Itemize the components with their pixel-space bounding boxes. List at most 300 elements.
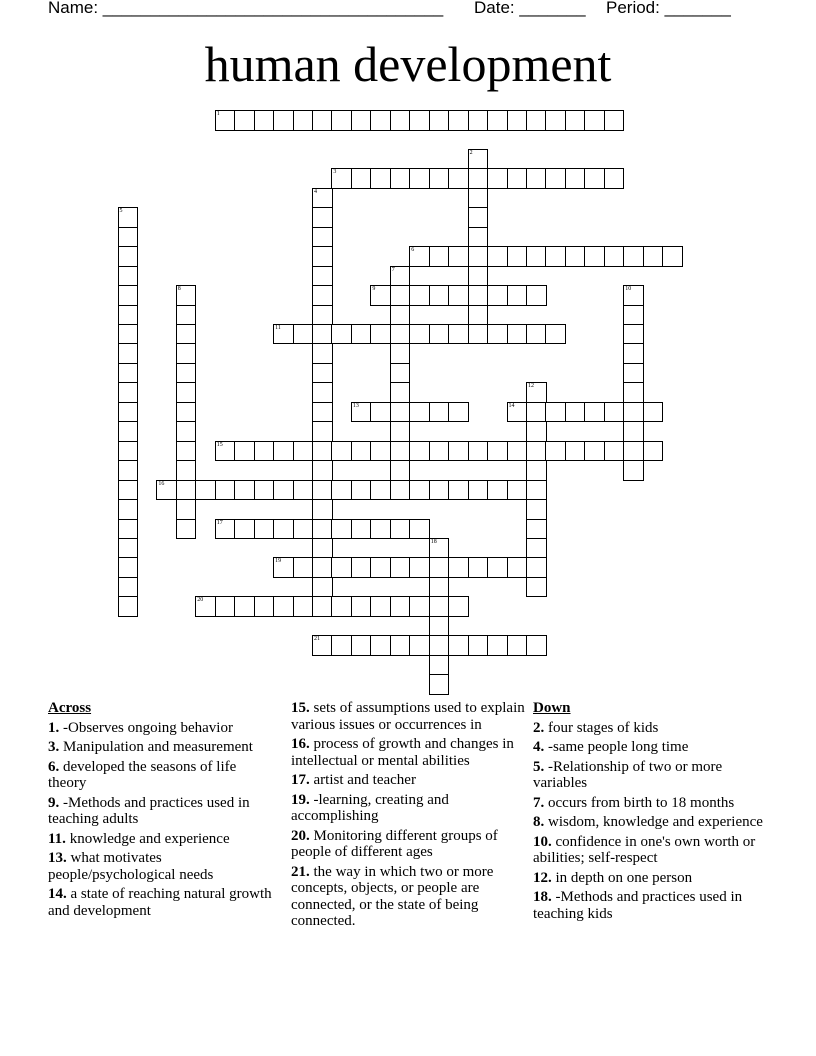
crossword-cell[interactable] <box>293 557 314 578</box>
crossword-cell[interactable] <box>468 168 489 189</box>
crossword-cell[interactable] <box>370 596 391 617</box>
crossword-cell[interactable] <box>312 285 333 306</box>
crossword-cell[interactable] <box>584 402 605 423</box>
crossword-cell[interactable] <box>643 441 664 462</box>
crossword-cell[interactable] <box>468 188 489 209</box>
crossword-cell[interactable] <box>604 168 625 189</box>
crossword-cell[interactable] <box>487 480 508 501</box>
crossword-cell[interactable] <box>545 441 566 462</box>
crossword-cell[interactable] <box>331 596 352 617</box>
crossword-cell[interactable] <box>215 596 236 617</box>
crossword-cell[interactable] <box>254 110 275 131</box>
crossword-cell[interactable] <box>507 441 528 462</box>
crossword-cell[interactable] <box>390 519 411 540</box>
clue-number: 17 <box>216 519 223 526</box>
crossword-cell[interactable] <box>468 285 489 306</box>
clue-number: 20 <box>197 597 204 604</box>
crossword-cell[interactable] <box>409 441 430 462</box>
crossword-cell[interactable] <box>118 421 139 442</box>
crossword-cell[interactable] <box>623 324 644 345</box>
crossword-cell[interactable] <box>118 557 139 578</box>
crossword-cell[interactable] <box>312 110 333 131</box>
crossword-cell[interactable] <box>176 441 197 462</box>
crossword-cell[interactable] <box>429 285 450 306</box>
crossword-cell[interactable] <box>429 538 450 559</box>
crossword-cell[interactable] <box>273 596 294 617</box>
crossword-cell[interactable] <box>312 324 333 345</box>
crossword-cell[interactable] <box>409 596 430 617</box>
crossword-cell[interactable] <box>273 441 294 462</box>
crossword-cell[interactable] <box>623 460 644 481</box>
clue-number: 16 <box>158 480 165 487</box>
crossword-cell[interactable] <box>429 557 450 578</box>
crossword-cell[interactable] <box>526 110 547 131</box>
crossword-cell[interactable] <box>312 441 333 462</box>
name-field[interactable]: Name: ____________________________________ <box>48 0 444 17</box>
crossword-cell[interactable] <box>429 110 450 131</box>
crossword-cell[interactable] <box>118 402 139 423</box>
crossword-cell[interactable] <box>331 168 352 189</box>
crossword-cell[interactable] <box>312 596 333 617</box>
crossword-cell[interactable] <box>273 324 294 345</box>
crossword-cell[interactable] <box>215 110 236 131</box>
crossword-cell[interactable] <box>468 266 489 287</box>
clue-number: 12 <box>528 383 534 390</box>
crossword-cell[interactable] <box>643 246 664 267</box>
crossword-cell[interactable] <box>545 324 566 345</box>
crossword-cell[interactable] <box>176 480 197 501</box>
crossword-cell[interactable] <box>118 499 139 520</box>
crossword-cell[interactable] <box>487 246 508 267</box>
crossword-cell[interactable] <box>312 557 333 578</box>
crossword-cell[interactable] <box>507 635 528 656</box>
crossword-cell[interactable] <box>623 285 644 306</box>
crossword-cell[interactable] <box>254 596 275 617</box>
crossword-cell[interactable] <box>390 635 411 656</box>
crossword-cell[interactable] <box>390 441 411 462</box>
crossword-cell[interactable] <box>584 246 605 267</box>
crossword-cell[interactable] <box>487 557 508 578</box>
crossword-cell[interactable] <box>293 480 314 501</box>
crossword-cell[interactable] <box>623 441 644 462</box>
crossword-cell[interactable] <box>468 110 489 131</box>
crossword-cell[interactable] <box>234 441 255 462</box>
crossword-cell[interactable] <box>584 168 605 189</box>
crossword-cell[interactable] <box>429 596 450 617</box>
crossword-cell[interactable] <box>468 441 489 462</box>
crossword-cell[interactable] <box>507 246 528 267</box>
crossword-cell[interactable] <box>390 421 411 442</box>
crossword-cell[interactable] <box>118 343 139 364</box>
crossword-cell[interactable] <box>370 480 391 501</box>
crossword-cell[interactable] <box>351 480 372 501</box>
crossword-cell[interactable] <box>468 557 489 578</box>
crossword-cell[interactable] <box>643 402 664 423</box>
crossword-cell[interactable] <box>409 557 430 578</box>
clue-across-13: 13. what motivates people/psychological needs <box>48 850 214 883</box>
crossword-cell[interactable] <box>312 402 333 423</box>
crossword-cell[interactable] <box>234 519 255 540</box>
crossword-cell[interactable] <box>448 110 469 131</box>
crossword-cell[interactable] <box>390 557 411 578</box>
crossword-cell[interactable] <box>370 557 391 578</box>
crossword-cell[interactable] <box>507 324 528 345</box>
clue-number: 7 <box>391 266 395 273</box>
crossword-cell[interactable] <box>331 635 352 656</box>
clue-across-17: 17. artist and teacher <box>291 772 416 788</box>
crossword-cell[interactable] <box>409 324 430 345</box>
crossword-cell[interactable] <box>584 441 605 462</box>
crossword-cell[interactable] <box>118 324 139 345</box>
crossword-cell[interactable] <box>526 402 547 423</box>
crossword-cell[interactable] <box>526 635 547 656</box>
crossword-cell[interactable] <box>390 363 411 384</box>
clue-number: 21 <box>314 636 320 643</box>
clue-number: 18 <box>430 538 437 545</box>
crossword-cell[interactable] <box>565 441 586 462</box>
crossword-cell[interactable] <box>351 168 372 189</box>
crossword-cell[interactable] <box>312 227 333 248</box>
crossword-cell[interactable] <box>623 382 644 403</box>
crossword-cell[interactable] <box>312 499 333 520</box>
crossword-cell[interactable] <box>604 402 625 423</box>
crossword-cell[interactable] <box>312 519 333 540</box>
crossword-cell[interactable] <box>351 519 372 540</box>
crossword-cell[interactable] <box>331 480 352 501</box>
crossword-cell[interactable] <box>370 324 391 345</box>
across-clues-column-2 <box>291 700 526 933</box>
clue-number: 6 <box>411 247 415 254</box>
clue-number: 9 <box>372 286 376 292</box>
crossword-cell[interactable] <box>565 402 586 423</box>
crossword-cell[interactable] <box>545 168 566 189</box>
clue-across-3: 3. Manipulation and measurement <box>48 739 253 755</box>
crossword-cell[interactable] <box>293 110 314 131</box>
crossword-cell[interactable] <box>370 402 391 423</box>
crossword-cell[interactable] <box>623 363 644 384</box>
crossword-cell[interactable] <box>390 110 411 131</box>
crossword-cell[interactable] <box>507 480 528 501</box>
crossword-cell[interactable] <box>118 305 139 326</box>
crossword-cell[interactable] <box>565 246 586 267</box>
crossword-cell[interactable] <box>331 557 352 578</box>
crossword-cell[interactable] <box>118 460 139 481</box>
crossword-cell[interactable] <box>370 441 391 462</box>
crossword-cell[interactable] <box>293 441 314 462</box>
across-clues-column-1 <box>48 700 273 922</box>
crossword-cell[interactable] <box>468 227 489 248</box>
crossword-cell[interactable] <box>429 441 450 462</box>
crossword-cell[interactable] <box>331 110 352 131</box>
crossword-cell[interactable] <box>312 207 333 228</box>
crossword-cell[interactable] <box>176 382 197 403</box>
crossword-cell[interactable] <box>390 382 411 403</box>
clue-number: 13 <box>352 402 359 409</box>
crossword-cell[interactable] <box>623 402 644 423</box>
crossword-cell[interactable] <box>176 305 197 326</box>
crossword-cell[interactable] <box>507 285 528 306</box>
crossword-cell[interactable] <box>390 343 411 364</box>
crossword-cell[interactable] <box>448 557 469 578</box>
crossword-cell[interactable] <box>623 305 644 326</box>
crossword-cell[interactable] <box>370 168 391 189</box>
crossword-cell[interactable] <box>526 421 547 442</box>
clue-number: 1 <box>216 111 220 117</box>
crossword-cell[interactable] <box>118 363 139 384</box>
crossword-cell[interactable] <box>487 324 508 345</box>
clue-down-5: 5. -Relationship of two or more variables <box>533 758 723 791</box>
crossword-cell[interactable] <box>331 441 352 462</box>
crossword-cell[interactable] <box>429 635 450 656</box>
crossword-cell[interactable] <box>468 480 489 501</box>
crossword-cell[interactable] <box>234 596 255 617</box>
crossword-cell[interactable] <box>118 577 139 598</box>
crossword-cell[interactable] <box>156 480 177 501</box>
crossword-cell[interactable] <box>429 246 450 267</box>
crossword-cell[interactable] <box>487 635 508 656</box>
crossword-cell[interactable] <box>215 519 236 540</box>
crossword-cell[interactable] <box>215 480 236 501</box>
crossword-cell[interactable] <box>468 305 489 326</box>
crossword-cell[interactable] <box>312 480 333 501</box>
clue-across-1: 1. -Observes ongoing behavior <box>48 719 233 736</box>
crossword-cell[interactable] <box>312 343 333 364</box>
crossword-cell[interactable] <box>390 266 411 287</box>
crossword-cell[interactable] <box>312 188 333 209</box>
crossword-cell[interactable] <box>195 480 216 501</box>
crossword-cell[interactable] <box>351 635 372 656</box>
crossword-cell[interactable] <box>526 499 547 520</box>
crossword-cell[interactable] <box>487 285 508 306</box>
crossword-cell[interactable] <box>448 324 469 345</box>
crossword-cell[interactable] <box>312 577 333 598</box>
crossword-cell[interactable] <box>526 168 547 189</box>
crossword-cell[interactable] <box>370 635 391 656</box>
date-field[interactable]: Date: _______ <box>474 0 586 17</box>
crossword-cell[interactable] <box>409 110 430 131</box>
crossword-cell[interactable] <box>118 480 139 501</box>
crossword-cell[interactable] <box>468 246 489 267</box>
crossword-cell[interactable] <box>448 441 469 462</box>
crossword-cell[interactable] <box>118 538 139 559</box>
crossword-cell[interactable] <box>448 480 469 501</box>
crossword-cell[interactable] <box>604 110 625 131</box>
crossword-cell[interactable] <box>293 324 314 345</box>
crossword-cell[interactable] <box>254 441 275 462</box>
clue-across-19: 19. -learning, creating and accomplishing <box>291 791 449 824</box>
crossword-cell[interactable] <box>448 168 469 189</box>
crossword-cell[interactable] <box>351 596 372 617</box>
crossword-cell[interactable] <box>312 538 333 559</box>
crossword-cell[interactable] <box>448 596 469 617</box>
crossword-cell[interactable] <box>312 460 333 481</box>
crossword-cell[interactable] <box>370 110 391 131</box>
crossword-cell[interactable] <box>176 285 197 306</box>
crossword-cell[interactable] <box>176 460 197 481</box>
crossword-cell[interactable] <box>351 110 372 131</box>
crossword-cell[interactable] <box>176 421 197 442</box>
down-clues-column <box>533 700 763 925</box>
crossword-cell[interactable] <box>176 363 197 384</box>
clue-across-9: 9. -Methods and practices used in teaching adults <box>48 794 250 827</box>
crossword-cell[interactable] <box>215 441 236 462</box>
crossword-cell[interactable] <box>507 110 528 131</box>
clue-across-21: 21. the way in which two or more concepts, objects, or people are connected, or the state of being connected. <box>291 863 494 929</box>
crossword-cell[interactable] <box>370 285 391 306</box>
period-field[interactable]: Period: _______ <box>606 0 731 17</box>
clue-across-14: 14. a state of reaching natural growth and development <box>48 886 272 919</box>
crossword-cell[interactable] <box>429 577 450 598</box>
across-heading: Across <box>48 700 92 716</box>
crossword-cell[interactable] <box>604 246 625 267</box>
crossword-cell[interactable] <box>118 382 139 403</box>
crossword-cell[interactable] <box>390 285 411 306</box>
crossword-cell[interactable] <box>254 480 275 501</box>
crossword-cell[interactable] <box>331 324 352 345</box>
crossword-cell[interactable] <box>273 110 294 131</box>
crossword-cell[interactable] <box>176 324 197 345</box>
crossword-cell[interactable] <box>312 382 333 403</box>
crossword-cell[interactable] <box>351 441 372 462</box>
crossword-cell[interactable] <box>487 110 508 131</box>
crossword-cell[interactable] <box>526 480 547 501</box>
crossword-cell[interactable] <box>584 110 605 131</box>
crossword-cell[interactable] <box>526 324 547 345</box>
crossword-cell[interactable] <box>468 635 489 656</box>
crossword-cell[interactable] <box>118 227 139 248</box>
crossword-cell[interactable] <box>370 519 391 540</box>
crossword-cell[interactable] <box>390 324 411 345</box>
crossword-cell[interactable] <box>409 519 430 540</box>
crossword-cell[interactable] <box>390 480 411 501</box>
crossword-cell[interactable] <box>390 460 411 481</box>
crossword-cell[interactable] <box>487 168 508 189</box>
crossword-cell[interactable] <box>195 596 216 617</box>
crossword-cell[interactable] <box>273 480 294 501</box>
crossword-cell[interactable] <box>118 266 139 287</box>
crossword-cell[interactable] <box>351 324 372 345</box>
crossword-cell[interactable] <box>468 324 489 345</box>
clue-number: 5 <box>119 208 123 215</box>
crossword-cell[interactable] <box>312 305 333 326</box>
crossword-cell[interactable] <box>409 402 430 423</box>
crossword-cell[interactable] <box>390 305 411 326</box>
crossword-cell[interactable] <box>526 557 547 578</box>
crossword-cell[interactable] <box>176 402 197 423</box>
crossword-cell[interactable] <box>526 460 547 481</box>
crossword-cell[interactable] <box>312 266 333 287</box>
crossword-cell[interactable] <box>429 402 450 423</box>
crossword-cell[interactable] <box>526 285 547 306</box>
crossword-cell[interactable] <box>351 557 372 578</box>
crossword-cell[interactable] <box>526 577 547 598</box>
crossword-cell[interactable] <box>293 519 314 540</box>
crossword-cell[interactable] <box>312 246 333 267</box>
clue-across-11: 11. knowledge and experience <box>48 830 230 847</box>
crossword-cell[interactable] <box>565 168 586 189</box>
crossword-cell[interactable] <box>118 519 139 540</box>
crossword-cell[interactable] <box>331 519 352 540</box>
crossword-cell[interactable] <box>604 441 625 462</box>
crossword-cell[interactable] <box>487 441 508 462</box>
crossword-cell[interactable] <box>429 324 450 345</box>
crossword-cell[interactable] <box>526 538 547 559</box>
crossword-cell[interactable] <box>351 402 372 423</box>
crossword-cell[interactable] <box>526 441 547 462</box>
crossword-cell[interactable] <box>118 246 139 267</box>
crossword-cell[interactable] <box>409 285 430 306</box>
crossword-cell[interactable] <box>507 402 528 423</box>
crossword-cell[interactable] <box>273 519 294 540</box>
crossword-cell[interactable] <box>254 519 275 540</box>
crossword-cell[interactable] <box>234 110 255 131</box>
crossword-cell[interactable] <box>429 480 450 501</box>
crossword-cell[interactable] <box>429 168 450 189</box>
crossword-cell[interactable] <box>526 519 547 540</box>
crossword-cell[interactable] <box>409 635 430 656</box>
crossword-cell[interactable] <box>293 596 314 617</box>
crossword-cell[interactable] <box>623 343 644 364</box>
clue-number: 2 <box>469 149 473 156</box>
crossword-cell[interactable] <box>662 246 683 267</box>
crossword-cell[interactable] <box>448 635 469 656</box>
crossword-cell[interactable] <box>176 499 197 520</box>
crossword-cell[interactable] <box>545 246 566 267</box>
clue-number: 8 <box>177 286 181 292</box>
crossword-cell[interactable] <box>234 480 255 501</box>
crossword-cell[interactable] <box>448 246 469 267</box>
crossword-cell[interactable] <box>429 674 450 695</box>
crossword-cell[interactable] <box>448 285 469 306</box>
crossword-cell[interactable] <box>526 382 547 403</box>
down-heading: Down <box>533 700 571 716</box>
crossword-cell[interactable] <box>507 168 528 189</box>
crossword-cell[interactable] <box>429 616 450 637</box>
crossword-cell[interactable] <box>118 441 139 462</box>
crossword-cell[interactable] <box>312 421 333 442</box>
crossword-cell[interactable] <box>623 246 644 267</box>
crossword-cell[interactable] <box>118 596 139 617</box>
clue-number: 11 <box>275 324 281 331</box>
crossword-cell[interactable] <box>390 402 411 423</box>
crossword-cell[interactable] <box>526 246 547 267</box>
clue-across-20: 20. Monitoring different groups of people of different ages <box>291 827 498 860</box>
crossword-cell[interactable] <box>409 168 430 189</box>
crossword-cell[interactable] <box>409 246 430 267</box>
crossword-cell[interactable] <box>273 557 294 578</box>
crossword-cell[interactable] <box>545 402 566 423</box>
crossword-cell[interactable] <box>118 285 139 306</box>
crossword-cell[interactable] <box>390 168 411 189</box>
crossword-cell[interactable] <box>468 149 489 170</box>
crossword-cell[interactable] <box>409 480 430 501</box>
crossword-cell[interactable] <box>312 635 333 656</box>
crossword-cell[interactable] <box>118 207 139 228</box>
clue-number: 19 <box>275 558 282 565</box>
crossword-cell[interactable] <box>507 557 528 578</box>
crossword-cell[interactable] <box>176 519 197 540</box>
crossword-cell[interactable] <box>545 110 566 131</box>
clue-down-2: 2. four stages of kids <box>533 719 659 736</box>
crossword-cell[interactable] <box>623 421 644 442</box>
crossword-cell[interactable] <box>565 110 586 131</box>
crossword-cell[interactable] <box>312 363 333 384</box>
crossword-cell[interactable] <box>176 343 197 364</box>
crossword-cell[interactable] <box>468 207 489 228</box>
crossword-cell[interactable] <box>448 402 469 423</box>
crossword-cell[interactable] <box>429 655 450 676</box>
crossword-cell[interactable] <box>390 596 411 617</box>
